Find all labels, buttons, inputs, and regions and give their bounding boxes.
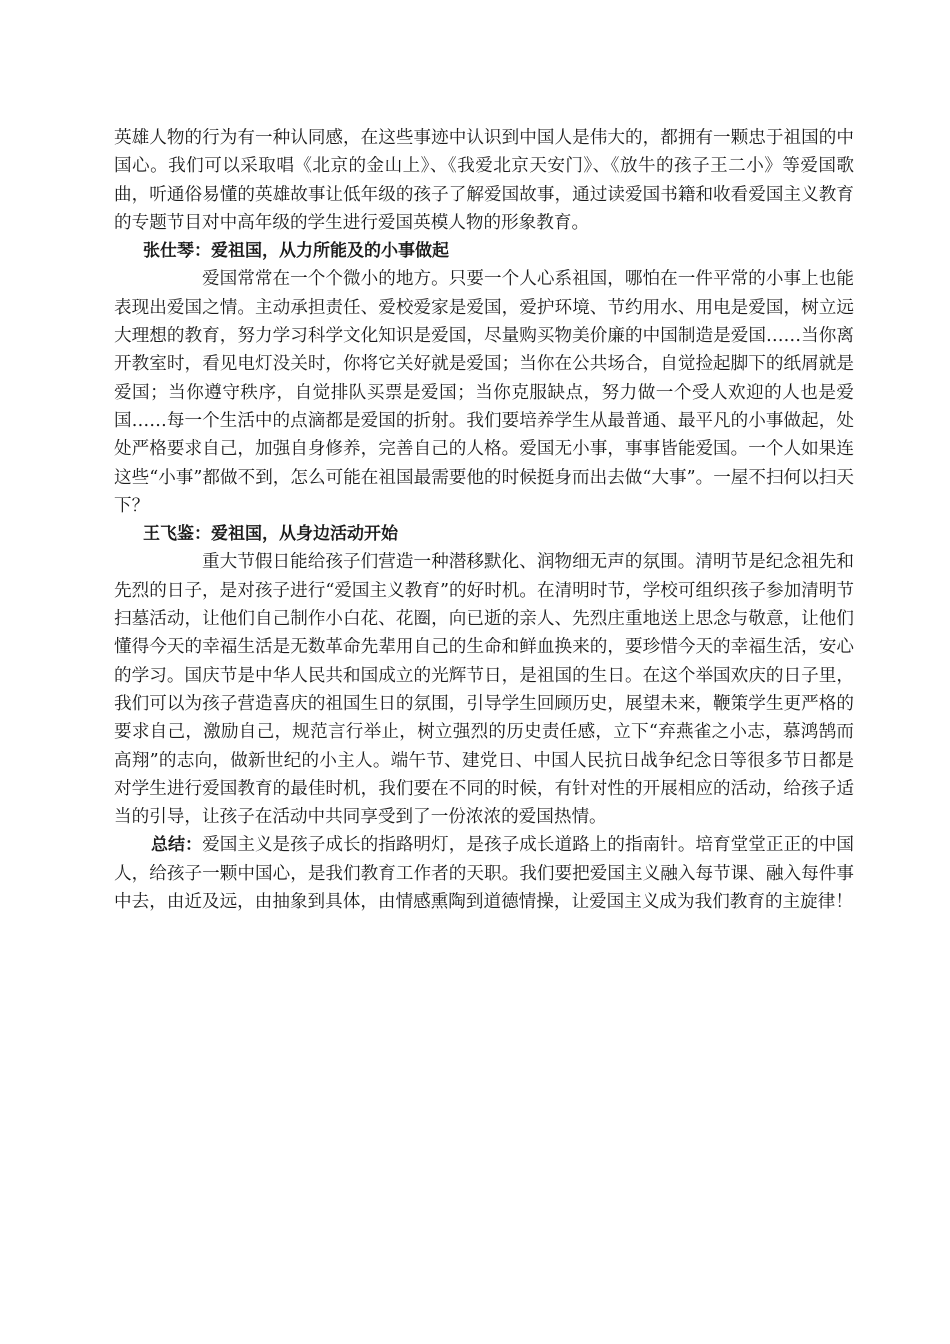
section-heading-wang: 王飞鉴：爱祖国，从身边活动开始 <box>143 524 398 545</box>
section-heading-zhang: 张仕琴：爱祖国，从力所能及的小事做起 <box>143 241 449 262</box>
document-page <box>114 124 854 916</box>
intro-paragraph: 英雄人物的行为有一种认同感，在这些事迹中认识到中国人是伟大的，都拥有一颗忠于祖国的中国心。我们可以采取唱《北京的金山上》、《我爱北京天安门》、《放牛的孩子王二小》等爱国歌曲，听通俗易懂的英雄故事让低年级的孩子了解爱国故事，通过读爱国书籍和收看爱国主义教育的专题节目对中高年级的学生进行爱国英模人物的形象教育。 <box>114 128 854 233</box>
summary-body: 爱国主义是孩子成长的指路明灯，是孩子成长道路上的指南针。培育堂堂正正的中国人，给孩子一颗中国心，是我们教育工作者的天职。我们要把爱国主义融入每节课、融入每件事中去，由近及远，由抽象到具体，由情感熏陶到道德情操，让爱国主义成为我们教育的主旋律！ <box>114 835 854 913</box>
summary-paragraph <box>114 831 854 916</box>
section-body-wang: 重大节假日能给孩子们营造一种潜移默化、润物细无声的氛围。清明节是纪念祖先和先烈的日子，是对孩子进行“爱国主义教育”的好时机。在清明时节，学校可组织孩子参加清明节扫墓活动，让他们自己制作小白花、花圈，向已逝的亲人、先烈庄重地送上思念与敬意，让他们懂得今天的幸福生活是无数革命先辈用自己的生命和鲜血换来的，要珍惜今天的幸福生活，安心的学习。国庆节是中华人民共和国成立的光辉节日，是祖国的生日。在这个举国欢庆的日子里，我们可以为孩子营造喜庆的祖国生日的氛围，引导学生回顾历史，展望未来，鞭策学生更严格的要求自己，激励自己，规范言行举止，树立强烈的历史责任感，立下“弃燕雀之小志，慕鸿鹄而高翔”的志向，做新世纪的小主人。端午节、建党日、中国人民抗日战争纪念日等很多节日都是对学生进行爱国教育的最佳时机，我们要在不同的时候，有针对性的开展相应的活动，给孩子适当的引导，让孩子在活动中共同享受到了一份浓浓的爱国热情。 <box>114 552 854 828</box>
section-body-zhang: 爱国常常在一个个微小的地方。只要一个人心系祖国，哪怕在一件平常的小事上也能表现出爱国之情。主动承担责任、爱校爱家是爱国，爱护环境、节约用水、用电是爱国，树立远大理想的教育，努力学习科学文化知识是爱国，尽量购买物美价廉的中国制造是爱国……当你离开教室时，看见电灯没关时，你将它关好就是爱国；当你在公共场合，自觉捡起脚下的纸屑就是爱国；当你遵守秩序，自觉排队买票是爱国；当你克服缺点，努力做一个受人欢迎的人也是爱国……每一个生活中的点滴都是爱国的折射。我们要培养学生从最普通、最平凡的小事做起，处处严格要求自己，加强自身修养，完善自己的人格。爱国无小事，事事皆能爱国。一个人如果连这些“小事”都做不到，怎么可能在祖国最需要他的时候挺身而出去做“大事”。一屋不扫何以扫天下？ <box>114 269 854 516</box>
summary-label: 总结： <box>151 835 203 856</box>
